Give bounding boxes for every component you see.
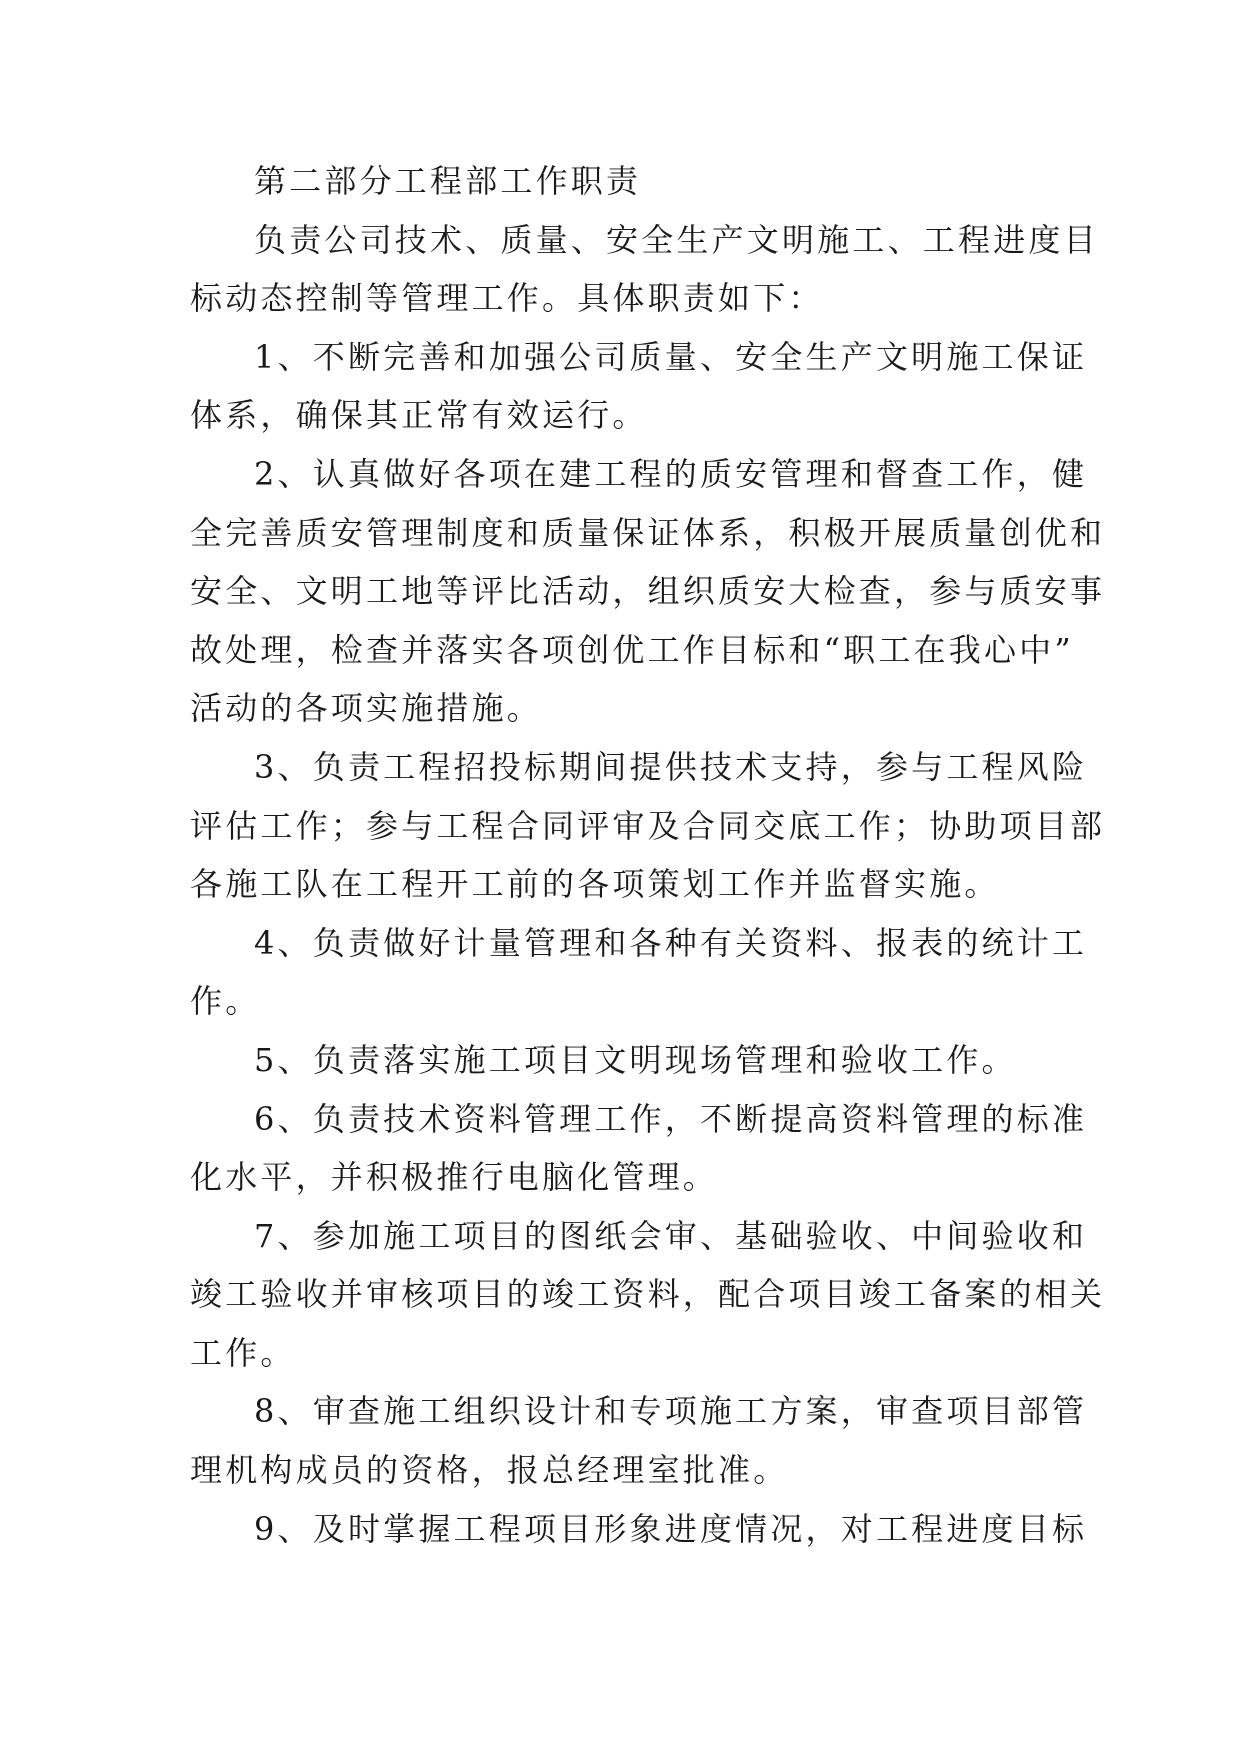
- text-line: 理机构成员的资格，报总经理室批准。: [190, 1451, 789, 1490]
- text-line: 竣工验收并审核项目的竣工资料，配合项目竣工备案的相关: [190, 1275, 1106, 1314]
- text-line: 负责公司技术、质量、安全生产文明施工、工程进度目: [254, 220, 1099, 259]
- section-heading: [190, 152, 1054, 211]
- text-line: 故处理，检查并落实各项创优工作目标和“职工在我心中”: [190, 630, 1074, 669]
- text-line: 1、不断完善和加强公司质量、安全生产文明施工保证: [254, 337, 1088, 376]
- text-line: 5、负责落实施工项目文明现场管理和验收工作。: [254, 1040, 1017, 1079]
- paragraph-item-7: [190, 1207, 1106, 1383]
- text-line: 全完善质安管理制度和质量保证体系，积极开展质量创优和: [190, 513, 1106, 552]
- text-line: 体系，确保其正常有效运行。: [190, 396, 648, 435]
- paragraph-intro: [190, 211, 1099, 328]
- text-line: 标动态控制等管理工作。具体职责如下：: [190, 279, 824, 318]
- text-line: 6、负责技术资料管理工作，不断提高资料管理的标准: [254, 1099, 1088, 1138]
- paragraph-item-1: [190, 328, 1088, 445]
- heading-text: 第二部分工程部工作职责: [254, 162, 642, 200]
- text-line: 安全、文明工地等评比活动，组织质安大检查，参与质安事: [190, 572, 1106, 611]
- paragraph-item-8: [190, 1382, 1088, 1499]
- document-body: [190, 152, 1106, 1558]
- text-line: 各施工队在工程开工前的各项策划工作并监督实施。: [190, 865, 1000, 904]
- paragraph-item-9: [190, 1500, 1088, 1559]
- paragraph-item-3: [190, 738, 1106, 914]
- text-line: 工作。: [190, 1333, 296, 1372]
- text-line: 化水平，并积极推行电脑化管理。: [190, 1158, 719, 1197]
- paragraph-item-5: [190, 1031, 1054, 1090]
- text-line: 作。: [190, 982, 261, 1021]
- text-line: 活动的各项实施措施。: [190, 689, 543, 728]
- text-line: 2、认真做好各项在建工程的质安管理和督查工作，健: [254, 454, 1088, 493]
- paragraph-item-6: [190, 1090, 1088, 1207]
- text-line: 9、及时掌握工程项目形象进度情况，对工程进度目标: [254, 1509, 1088, 1548]
- paragraph-item-2: [190, 445, 1106, 738]
- text-line: 3、负责工程招投标期间提供技术支持，参与工程风险: [254, 747, 1088, 786]
- text-line: 7、参加施工项目的图纸会审、基础验收、中间验收和: [254, 1216, 1088, 1255]
- paragraph-item-4: [190, 914, 1088, 1031]
- text-line: 8、审查施工组织设计和专项施工方案，审查项目部管: [254, 1392, 1088, 1431]
- text-line: 评估工作；参与工程合同评审及合同交底工作；协助项目部: [190, 806, 1106, 845]
- text-line: 4、负责做好计量管理和各种有关资料、报表的统计工: [254, 923, 1088, 962]
